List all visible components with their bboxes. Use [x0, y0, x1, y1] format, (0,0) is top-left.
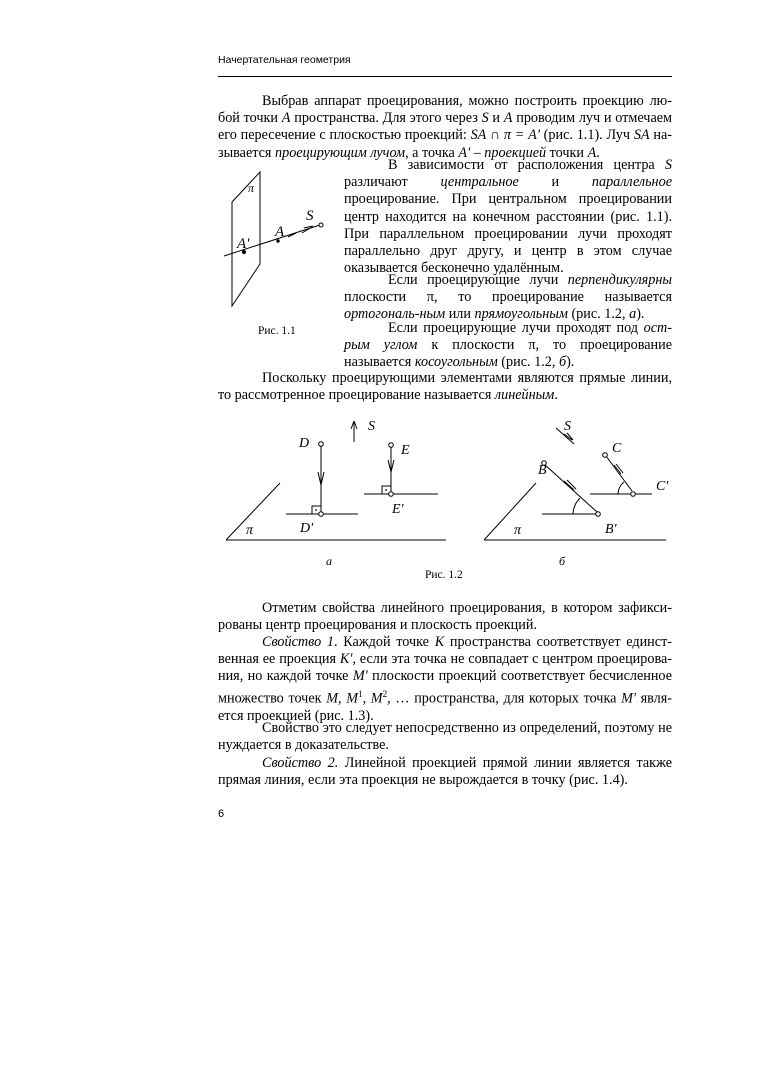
- running-head: Начертательная геометрия: [218, 54, 351, 66]
- paragraph-6: Отметим свойства линейного проецирования, в котором зафикси-рованы центр проецирования и плоскость проекций.: [218, 600, 672, 634]
- point-E: [389, 443, 394, 448]
- point-Dp: [319, 512, 324, 517]
- point-Ep: [389, 492, 394, 497]
- point-D: [319, 442, 324, 447]
- sub-label-a: а: [326, 554, 332, 568]
- paragraph-3: Если проецирующие лучи перпендикулярны плоскости π, то проецирование называется ортогональ-ным или прямоугольным (рис. 1.2, а).: [344, 272, 672, 323]
- paragraph-8: Свойство это следует непосредственно из определений, поэтому не нуждается в доказательстве.: [218, 720, 672, 754]
- paragraph-1: Выбрав аппарат проецирования, можно построить проекцию лю-бой точки A пространства. Для этого через S и A проводим луч и отмечаем его пересечение с плоскостью проекций: SA ∩ π = A' (рис. 1.1). Луч SA на-зывается проецирующим лучом, а точка A' – проекцией точки A.: [218, 93, 673, 161]
- point-Bp: [596, 512, 601, 517]
- label-Ap: A': [237, 236, 250, 252]
- figure-1-2b: [484, 410, 684, 575]
- figure-1-2-caption: Рис. 1.2: [425, 569, 463, 581]
- page-number: 6: [218, 808, 225, 820]
- label-pi-a: π: [246, 523, 254, 538]
- label-Cp: C': [656, 479, 669, 494]
- angle-arc-C: [618, 482, 624, 494]
- point-C: [603, 453, 608, 458]
- point-S: [319, 223, 323, 227]
- label-Bp: B': [605, 522, 617, 537]
- header-rule: [218, 76, 672, 77]
- label-Dp: D': [300, 521, 314, 536]
- figure-1-1: [218, 170, 338, 320]
- label-D: D: [299, 436, 310, 451]
- plane-pi-a: [226, 483, 446, 540]
- label-pi: π: [248, 181, 255, 195]
- label-S: S: [306, 208, 314, 224]
- label-B: B: [538, 463, 547, 478]
- label-S-a: S: [368, 419, 375, 434]
- angle-arc-B: [573, 498, 580, 514]
- figure-1-1-caption: Рис. 1.1: [258, 325, 296, 337]
- paragraph-9: Свойство 2. Линейной проекцией прямой линии является также прямая линия, если эта проекция не вырождается в точку (рис. 1.4).: [218, 755, 672, 789]
- label-A: A: [275, 224, 285, 240]
- label-Ep: E': [392, 502, 404, 517]
- label-E: E: [401, 443, 410, 458]
- ray-B: [544, 464, 597, 512]
- point-Cp: [631, 492, 636, 497]
- ray-C: [606, 456, 632, 491]
- paragraph-2: В зависимости от расположения центра S различают центральное и параллельное проецирование. При центральном проецировании центр находится на конечном расстоянии (рис. 1.1). При параллельном проецировании лучи проходят параллельно друг другу, и центр в этом случае оказывается бесконечно удалённым.: [344, 157, 672, 277]
- figure-1-2a: [226, 410, 451, 575]
- paragraph-4: Если проецирующие лучи проходят под ост-рым углом к плоскости π, то проецирование называется косоугольным (рис. 1.2, б).: [344, 320, 673, 371]
- paragraph-7: Свойство 1. Каждой точке K пространства соответствует единст-венная ее проекция K', если эта точка не совпадает с центром проецирова-ния, но каждой точке M' плоскости проекций соответствует бесчисленное множество точек M, $M^1$, $M^2$, … пространства, для которых точка M' явля-ется проекцией (рис. 1.3).: [218, 634, 672, 724]
- sub-label-b: б: [559, 554, 566, 568]
- label-pi-b: π: [514, 523, 522, 538]
- paragraph-5: Поскольку проецирующими элементами являются прямые линии, то рассмотренное проецирование называется линейным.: [218, 370, 672, 404]
- label-C: C: [612, 441, 622, 456]
- label-S-b: S: [564, 419, 571, 434]
